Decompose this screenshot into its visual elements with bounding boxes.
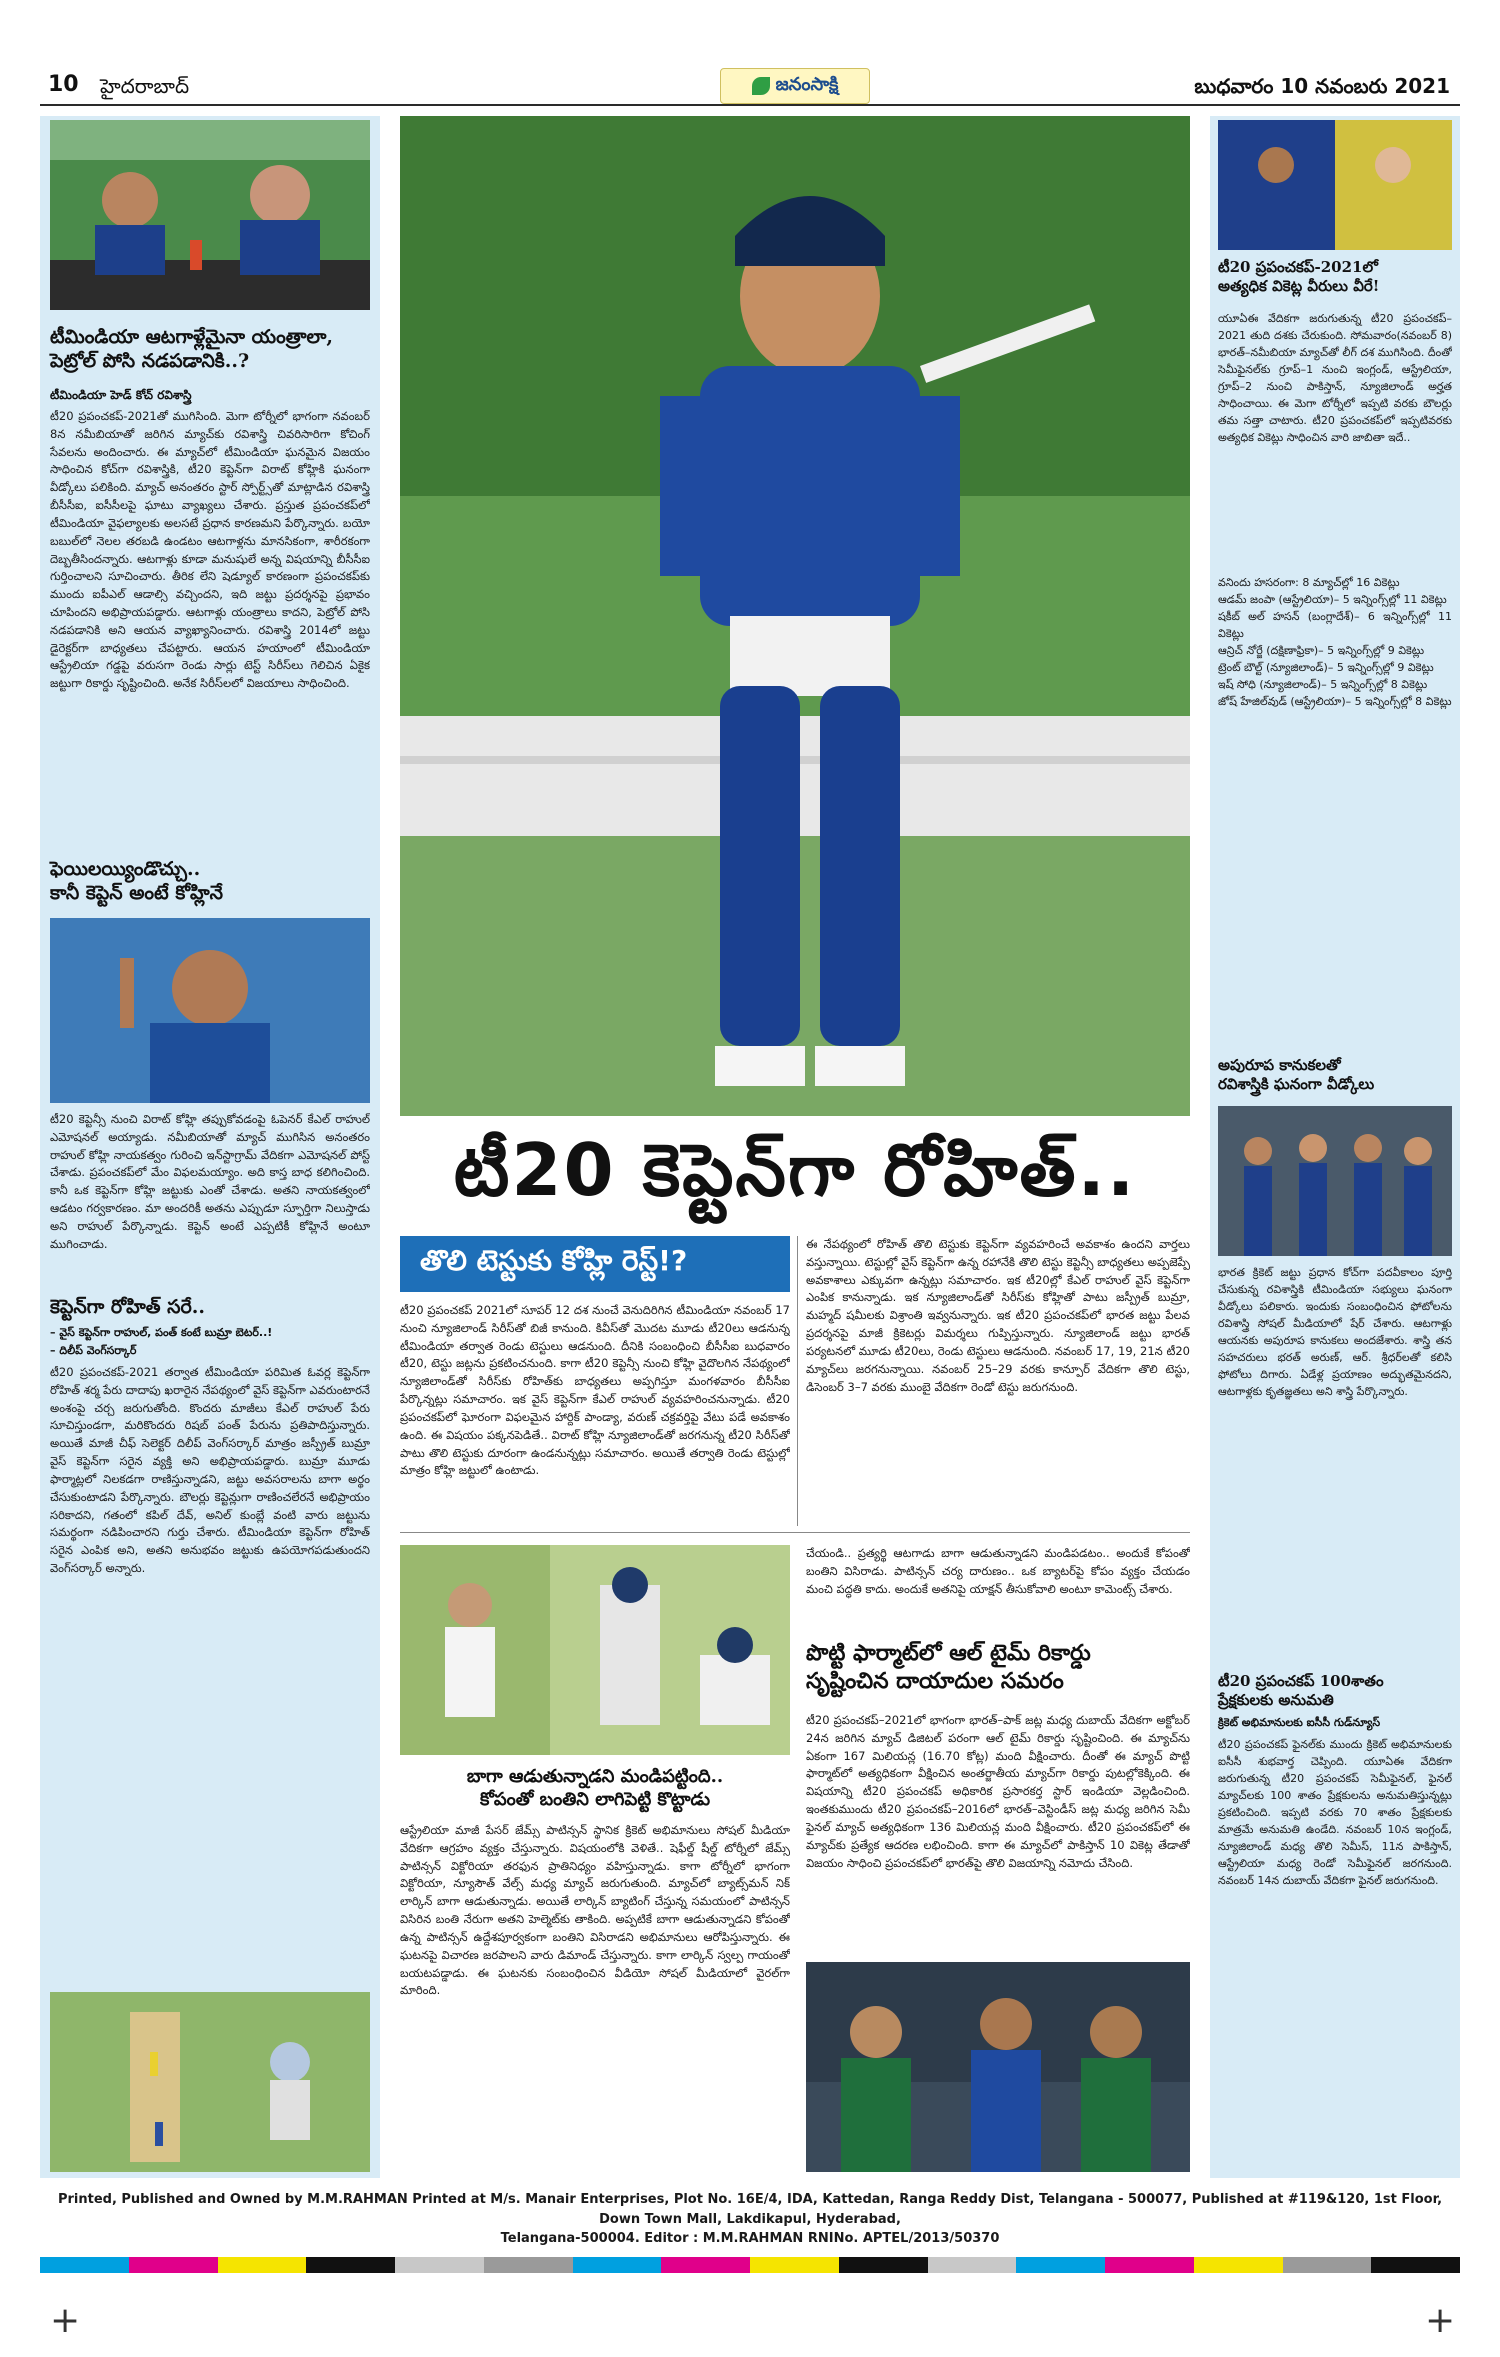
main-body-right: ఈ నేపథ్యంలో రోహిత్ తొలి టెస్టుకు కెప్టెన్‌గా వ్యవహరించే అవకాశం ఉందని వార్తలు వస్తున్నాయి. టెస్టుల్లో వైస్ కెప్టెన్‌గా ఉన్న రహానేకి తొలి టెస్టు కెప్టెన్సీ బాధ్యతలు అప్పజెప్పే అవకాశాలు ఎక్కువగా ఉన్నట్లు సమాచారం. ఇక టీ20ల్లో కేఎల్ రాహుల్ వైస్ కెప్టెన్‌గా ఎంపిక కానున్నాడు. ఇక న్యూజిలాండ్‌తో సిరీస్‌కు కోహ్లితో పాటు జస్ప్రీత్ బుమ్రా, మహ్మద్ షమీలకు విశ్రాంతి ఇవ్వనున్నారు. ఇక టీ20 ప్రపంచకప్‌లో భారత జట్టు పేలవ ప్రదర్శనపై మాజీ క్రికెటర్లు విమర్శలు గుప్పిస్తున్నారు. న్యూజిలాండ్ జట్టు భారత్ పర్యటనలో మూడు టీ20లు, రెండు టెస్టులు ఆడనుంది. నవంబర్ 17, 19, 21న టీ20 మ్యాచ్‌లు జరగనున్నాయి. నవంబర్ 25–29 వరకు కాన్పూర్ వేదికగా తొలి టెస్టు, డిసెంబర్ 3–7 వరకు ముంబై వేదికగా రెండో టెస్టు జరుగనుంది. <box>806 1237 1190 1394</box>
issue-date: బుధవారం 10 నవంబరు 2021 <box>1194 74 1450 98</box>
pace-continuation: చేయండి.. ప్రత్యర్థి ఆటగాడు బాగా ఆడుతున్నాడని మండిపడటం.. అందుకే కోపంతో బంతిని విసిరాడు. పాటిన్సన్ చర్య దారుణం.. ఒక బ్యాటర్‌పై కోపం వ్యక్తం చేయడం మంచి పద్ధతి కాదు. అందుకే అతనిపై యాక్షన్ తీసుకోవాలి అంటూ కామెంట్స్ చేశారు. <box>806 1546 1190 1596</box>
registration-mark-icon: + <box>50 2300 81 2341</box>
wicket-takers-list <box>1218 574 1452 710</box>
print-color-bar <box>40 2254 1460 2276</box>
story2-body: టీ20 కెప్టెన్సీ నుంచి విరాట్ కోహ్లి తప్పుకోవడంపై ఓపెనర్ కేఎల్ రాహుల్ ఎమోషనల్ అయ్యాడు. నమీబియాతో మ్యాచ్ ముగిసిన అనంతరం రాహుల్ కోహ్లి నాయకత్వం గురించి ఇన్‌స్టాగ్రామ్ వేదికగా ఎమోషనల్ పోస్ట్ చేశాడు. ప్రపంచకప్‌లో మేం విఫలమయ్యాం. అది కాస్త బాధ కలిగించింది. కానీ ఒక కెప్టెన్‌గా కోహ్లి జట్టుకు ఎంతో చేశాడు. అతని నాయకత్వంలో ఆడటం గర్వకారణం. మా అందరికీ అతను ఎప్పుడూ స్ఫూర్తిగా నిలుస్తాడు అని రాహుల్ పేర్కొన్నాడు. కెప్టెన్ అంటే ఎప్పటికీ కోహ్లినే అంటూ ముగించాడు. <box>50 1112 370 1251</box>
headline-line: అత్యధిక వికెట్ల వీరులు వీరే! <box>1218 276 1380 295</box>
registration-mark-icon: + <box>1425 2300 1456 2341</box>
headline-line: కోపంతో బంతిని లాగిపెట్టి కొట్టాడు <box>479 1788 711 1810</box>
story3-body: టీ20 ప్రపంచకప్-2021 తర్వాత టీమిండియా పరిమిత ఓవర్ల కెప్టెన్‌గా రోహిత్ శర్మ పేరు దాదాపు ఖరారైన నేపథ్యంలో వైస్ కెప్టెన్‌గా ఎవరుంటారనే అంశంపై చర్చ జరుగుతోంది. కొందరు మాజీలు కేఎల్ రాహుల్ పేరు సూచిస్తుండగా, మరికొందరు రిషబ్ పంత్ పేరును ప్రతిపాదిస్తున్నారు. అయితే మాజీ చీఫ్ సెలెక్టర్ దిలీప్ వెంగ్‌సర్కార్ మాత్రం జస్ప్రీత్ బుమ్రా వైస్ కెప్టెన్‌గా సరైన వ్యక్తి అని అభిప్రాయపడ్డారు. బుమ్రా మూడు ఫార్మాట్లలో నిలకడగా రాణిస్తున్నాడని, జట్టు అవసరాలను బాగా అర్థం చేసుకుంటాడని పేర్కొన్నారు. బౌలర్లు కెప్టెన్లుగా రాణించలేరనే అభిప్రాయం సరికాదని, గతంలో కపిల్ దేవ్, అనిల్ కుంబ్లే వంటి వారు జట్టును సమర్థంగా నడిపించారని గుర్తు చేశారు. టీమిండియా కెప్టెన్‌గా రోహిత్ సరైన ఎంపిక అని, అతని అనుభవం జట్టుకు ఉపయోగపడుతుందని వెంగ్‌సర్కార్ అన్నారు. <box>50 1365 370 1575</box>
city-label: హైదరాబాద్ <box>100 74 190 98</box>
list-item: ఆన్రిచ్ నోర్జే (దక్షిణాఫ్రికా)– 5 ఇన్నింగ్స్‌ల్లో 9 వికెట్లు <box>1218 644 1425 658</box>
masthead-logo <box>720 68 870 104</box>
pattinson-bouncer-photo <box>400 1545 790 1755</box>
imprint-line: Telangana-500004. Editor : M.M.RAHMAN RNINo. APTEL/2013/50370 <box>500 2231 1000 2246</box>
headline-line: టీ20 ప్రపంచకప్-2021లో <box>1218 258 1378 276</box>
ravi-shastri-farewell-photo <box>1218 1106 1452 1256</box>
imprint-line: Printed, Published and Owned by M.M.RAHMAN Printed at M/s. Manair Enterprises, Plot No. 16E/4, IDA, Kattedan, Ranga Reddy Dist, Telangana - 500077, Published at #119&120, 1st Floor, Down Town Mall, Lakdikapul, Hyderabad, <box>57 2192 1443 2227</box>
list-item: ట్రెంట్ బౌల్ట్ (న్యూజిలాండ్)– 5 ఇన్నింగ్స్‌ల్లో 9 వికెట్లు <box>1218 661 1434 675</box>
main-headline: టీ20 కెప్టెన్‌గా రోహిత్.. <box>453 1128 1137 1212</box>
story2-headline <box>50 858 370 906</box>
headline-line: పెట్రోల్ పోసి నడపడానికి..? <box>50 349 250 372</box>
story1-headline <box>50 326 370 374</box>
story1-byline: టీమిండియా హెడ్ కోచ్ రవిశాస్త్రి <box>50 388 192 402</box>
page-number: 10 <box>48 72 79 97</box>
leaf-icon <box>752 77 770 95</box>
pace-body: ఆస్ట్రేలియా మాజీ పేసర్ జేమ్స్ పాటిన్సన్ స్థానిక క్రికెట్ అభిమానులు సోషల్ మీడియా వేదికగా ఆగ్రహం వ్యక్తం చేస్తున్నారు. విషయంలోకి వెళితే.. షెఫీల్డ్ షీల్డ్ టోర్నీలో జేమ్స్ పాటిన్సన్ విక్టోరియా తరఫున ప్రాతినిధ్యం వహిస్తున్నాడు. కాగా టోర్నీలో భాగంగా విక్టోరియా, న్యూసౌత్ వేల్స్ మధ్య మ్యాచ్ జరుగుతుంది. మ్యాచ్‌లో బ్యాట్స్‌మన్ నిక్ లార్కిన్ బాగా ఆడుతున్నాడు. అయితే లార్కిన్ బ్యాటింగ్ చేస్తున్న సమయంలో పాటిన్సన్ విసిరిన బంతి నేరుగా అతని హెల్మెట్‌కు తాకింది. అప్పటికే బాగా ఆడుతున్నాడని కోపంతో ఉన్న పాటిన్సన్ ఉద్దేశపూర్వకంగా బంతిని విసిరాడని అభిమానులు ఆరోపిస్తున్నారు. ఈ ఘటనపై విచారణ జరపాలని వారు డిమాండ్ చేస్తున్నారు. కాగా లార్కిన్ స్వల్ప గాయంతో బయటపడ్డాడు. ఈ ఘటనకు సంబంధించిన వీడియో సోషల్ మీడియాలో వైరల్‌గా మారింది. <box>400 1823 790 1998</box>
rivals-body: టీ20 ప్రపంచకప్–2021లో భాగంగా భారత్–పాక్ జట్ల మధ్య దుబాయ్ వేదికగా అక్టోబర్ 24న జరిగిన మ్యాచ్ డిజిటల్ పరంగా ఆల్ టైమ్ రికార్డు సృష్టించింది. ఈ మ్యాచ్‌ను ఏకంగా 167 మిలియన్ల (16.70 కోట్ల) మంది వీక్షించారు. దీంతో ఈ మ్యాచ్ పొట్టి ఫార్మాట్‌లో అత్యధికంగా వీక్షించిన అంతర్జాతీయ మ్యాచ్‌గా రికార్డు పుటల్లోకెక్కింది. ఈ విషయాన్ని టీ20 ప్రపంచకప్ అధికారిక ప్రసారకర్త స్టార్ ఇండియా వెల్లడించింది. ఇంతకుముందు టీ20 ప్రపంచకప్–2016లో భారత్–వెస్టిండీస్ జట్ల మధ్య జరిగిన సెమీ ఫైనల్ మ్యాచ్ అత్యధికంగా 136 మిలియన్ల మంది వీక్షించారు. టీ20 ప్రపంచకప్‌లో ఈ మ్యాచ్‌కు ప్రత్యేక ఆదరణ లభించింది. కాగా ఈ మ్యాచ్‌లో పాకిస్తాన్ 10 వికెట్ల తేడాతో విజయం సాధించి ప్రపంచకప్‌లో భారత్‌పై తొలి విజయాన్ని నమోదు చేసింది. <box>806 1713 1190 1870</box>
cricket-match-photo <box>50 1992 370 2172</box>
headline-line: రవిశాస్త్రికి ఘనంగా వీడ్కోలు <box>1218 1074 1375 1093</box>
imprint-footer <box>40 2190 1460 2249</box>
story3-kicker-2: – దిలీప్ వెంగ్‌సర్కార్ <box>50 1344 137 1357</box>
list-item: ఆడమ్ జంపా (ఆస్ట్రేలియా)– 5 ఇన్నింగ్స్‌ల్లో 11 వికెట్లు <box>1218 593 1447 607</box>
press-conference-photo <box>50 120 370 310</box>
story1-body: టీ20 ప్రపంచకప్-2021తో ముగిసింది. మెగా టోర్నీలో భాగంగా నవంబర్ 8న నమీబియాతో జరిగిన మ్యాచ్‌కు రవిశాస్త్రి చివరిసారిగా కోచింగ్ సేవలను అందించారు. ఈ మ్యాచ్‌లో టీమిండియా ఘనమైన విజయం సాధించిన కోచ్‌గా రవిశాస్త్రికి, టీ20 కెప్టెన్‌గా విరాట్ కోహ్లికి ఘనంగా వీడ్కోలు పలికింది. మ్యాచ్ అనంతరం స్టార్ స్పోర్ట్స్‌తో మాట్లాడిన రవిశాస్త్రి బీసీసీఐ, ఐసీసీలపై ఘాటు వ్యాఖ్యలు చేశారు. ప్రస్తుత ప్రపంచకప్‌లో టీమిండియా వైఫల్యాలకు అలసటే ప్రధాన కారణమని పేర్కొన్నారు. బయో బబుల్‌లో నెలల తరబడి ఉండటం ఆటగాళ్లను మానసికంగా, శారీరకంగా దెబ్బతీసిందన్నారు. ఆటగాళ్లు కూడా మనుషులే అన్న విషయాన్ని బీసీసీఐ గుర్తించాలని సూచించారు. తీరిక లేని షెడ్యూల్ కారణంగా ప్రపంచకప్‌కు ముందు ఐపీఎల్ ఆడాల్సి వచ్చిందని, ఇది జట్టు ప్రదర్శనపై ప్రభావం చూపిందని అభిప్రాయపడ్డారు. ఆటగాళ్లు యంత్రాలు కాదని, పెట్రోల్ పోసి నడపడానికి అని ఆయన వ్యాఖ్యానించారు. రవిశాస్త్రి 2014లో జట్టు డైరెక్టర్‌గా బాధ్యతలు చేపట్టారు. ఆయన హయాంలో టీమిండియా ఆస్ట్రేలియా గడ్డపై వరుసగా రెండు సార్లు టెస్ట్ సిరీస్‌లు గెలిచిన ఏకైక జట్టుగా రికార్డు సృష్టించింది. అనేక సిరీస్‌లలో విజయాలు సాధించింది. <box>50 409 370 691</box>
main-body-left: టీ20 ప్రపంచకప్ 2021లో సూపర్ 12 దశ నుంచే వెనుదిరిగిన టీమిండియా నవంబర్ 17 నుంచి న్యూజిలాండ్ సిరీస్‌తో బిజీ కానుంది. కివీస్‌తో మొదట మూడు టీ20లు ఆడనున్న టీమిండియా తర్వాత రెండు టెస్టులు ఆడనుంది. దీనికి సంబంధించి బీసీసీఐ బుధవారం టీ20, టెస్టు జట్లను ప్రకటించనుంది. కాగా టీ20 కెప్టెన్సీ నుంచి కోహ్లి వైదొలగిన నేపథ్యంలో న్యూజిలాండ్‌తో సిరీస్‌కు రోహిత్‌కు బాధ్యతలు అప్పగిస్తూ మంగళవారం బీసీసీఐ పేర్కొన్నట్లు సమాచారం. ఇక వైస్ కెప్టెన్‌గా కేఎల్ రాహుల్ వ్యవహరించనున్నాడు. టీ20 ప్రపంచకప్‌లో ఘోరంగా విఫలమైన హార్దిక్ పాండ్యా, వరుణ్ చక్రవర్తిపై వేటు పడే అవకాశం ఉంది. ఈ విషయం పక్కనపెడితే.. విరాట్ కోహ్లి న్యూజిలాండ్‌తో జరగనున్న టీ20 సిరీస్‌తో పాటు తొలి టెస్టుకు దూరంగా ఉండనున్నట్లు సమాచారం. అయితే తర్వాతి రెండు టెస్టుల్లో మాత్రం కోహ్లి జట్టులో ఉంటాడు. <box>400 1303 790 1478</box>
right-story1-body: యూఏఈ వేదికగా జరుగుతున్న టీ20 ప్రపంచకప్–2021 తుది దశకు చేరుకుంది. సోమవారం(నవంబర్ 8) భారత్–నమీబియా మ్యాచ్‌తో లీగ్ దశ ముగిసింది. దీంతో సెమీఫైనల్‌కు గ్రూప్–1 నుంచి ఇంగ్లండ్, ఆస్ట్రేలియా, గ్రూప్–2 నుంచి పాకిస్తాన్, న్యూజిలాండ్ అర్హత సాధించాయి. ఈ మెగా టోర్నీలో ఇప్పటి వరకు బౌలర్లు తమ సత్తా చాటారు. టీ20 ప్రపంచకప్‌లో ఇప్పటివరకు అత్యధిక వికెట్లు సాధించిన వారి జాబితా ఇదే.. <box>1218 312 1452 445</box>
right-story3-headline <box>1218 1672 1452 1710</box>
list-item: ఇష్ సోధి (న్యూజిలాండ్)– 5 ఇన్నింగ్స్‌ల్లో 8 వికెట్లు <box>1218 678 1428 692</box>
column-divider <box>797 1236 798 1526</box>
rivals-headline <box>806 1640 1190 1695</box>
rohit-sharma-photo <box>400 116 1190 1116</box>
right-column <box>1210 116 1460 2178</box>
right-story3-body: టీ20 ప్రపంచకప్ ఫైనల్‌కు ముందు క్రికెట్ అభిమానులకు ఐసీసీ శుభవార్త చెప్పింది. యూఏఈ వేదికగా జరుగుతున్న టీ20 ప్రపంచకప్ సెమీఫైనల్, ఫైనల్ మ్యాచ్‌లకు 100 శాతం ప్రేక్షకులను అనుమతిస్తున్నట్లు ప్రకటించింది. ఇప్పటి వరకు 70 శాతం ప్రేక్షకులకు మాత్రమే అనుమతి ఉండేది. నవంబర్ 10న ఇంగ్లండ్, న్యూజిలాండ్ మధ్య తొలి సెమీస్, 11న పాకిస్తాన్, ఆస్ట్రేలియా మధ్య రెండో సెమీఫైనల్ జరగనుంది. నవంబర్ 14న దుబాయ్ వేదికగా ఫైనల్ జరుగనుంది. <box>1218 1738 1452 1888</box>
page-header <box>40 66 1460 106</box>
section-divider <box>400 1532 1190 1533</box>
headline-line: అపురూప కానుకలతో <box>1218 1056 1341 1074</box>
pace-headline <box>400 1766 790 1811</box>
headline-line: టీ20 ప్రపంచకప్ 100శాతం <box>1218 1672 1384 1690</box>
kohli-photo <box>50 918 370 1103</box>
right-story2-body: భారత క్రికెట్ జట్టు ప్రధాన కోచ్‌గా పదవీకాలం పూర్తి చేసుకున్న రవిశాస్త్రికి టీమిండియా సభ్యులు ఘనంగా వీడ్కోలు పలికారు. ఇందుకు సంబంధించిన ఫోటోలను రవిశాస్త్రి సోషల్ మీడియాలో షేర్ చేశారు. ఆటగాళ్లు ఆయనకు అపురూప కానుకలు అందజేశారు. శాస్త్రి తన సహచరులు భరత్ అరుణ్, ఆర్. శ్రీధర్‌లతో కలిసి ఫోటోలు దిగారు. ఏడేళ్ల ప్రయాణం అద్భుతమైనదని, ఆటగాళ్లకు కృతజ్ఞతలు అని శాస్త్రి పేర్కొన్నారు. <box>1218 1266 1452 1399</box>
right-story1-headline <box>1218 258 1452 296</box>
headline-line: సృష్టించిన దాయాదుల సమరం <box>806 1667 1064 1694</box>
left-column <box>40 116 380 2178</box>
right-story2-headline <box>1218 1056 1452 1094</box>
list-item: షకీబ్ అల్ హసన్ (బంగ్లాదేశ్)– 6 ఇన్నింగ్స్‌ల్లో 11 వికెట్లు <box>1218 610 1452 641</box>
story3-kicker: – వైస్ కెప్టెన్‌గా రాహుల్, పంత్ కంటే బుమ్రా బెటర్..! <box>50 1326 273 1339</box>
main-subhead: తొలి టెస్టుకు కోహ్లి రెస్ట్!? <box>400 1236 790 1292</box>
headline-line: ప్రేక్షకులకు అనుమతి <box>1218 1690 1334 1709</box>
headline-line: కానీ కెప్టెన్ అంటే కోహ్లినే <box>50 881 223 904</box>
headline-line: పొట్టి ఫార్మాట్‌లో ఆల్ టైమ్ రికార్డు <box>806 1640 1091 1666</box>
india-pakistan-players-photo <box>806 1962 1190 2172</box>
logo-text: జనంసాక్షి <box>775 73 839 95</box>
list-item: జోష్ హేజిల్‌వుడ్ (ఆస్ట్రేలియా)– 5 ఇన్నింగ్స్‌ల్లో 8 వికెట్లు <box>1218 695 1452 709</box>
list-item: వనిందు హసరంగా: 8 మ్యాచ్‌ల్లో 16 వికెట్లు <box>1218 576 1400 589</box>
right-story3-kicker: క్రికెట్ అభిమానులకు ఐసీసీ గుడ్‌న్యూస్ <box>1218 1716 1381 1729</box>
headline-line: టీమిండియా ఆటగాళ్లేమైనా యంత్రాలా, <box>50 326 333 348</box>
hasaranga-zampa-photo <box>1218 120 1452 250</box>
headline-line: బాగా ఆడుతున్నాడని మండిపట్టింది.. <box>466 1766 724 1787</box>
story3-headline: కెప్టెన్‌గా రోహిత్ సరే.. <box>50 1296 205 1318</box>
headline-line: ఫెయిలయ్యిండొచ్చు.. <box>50 858 201 880</box>
